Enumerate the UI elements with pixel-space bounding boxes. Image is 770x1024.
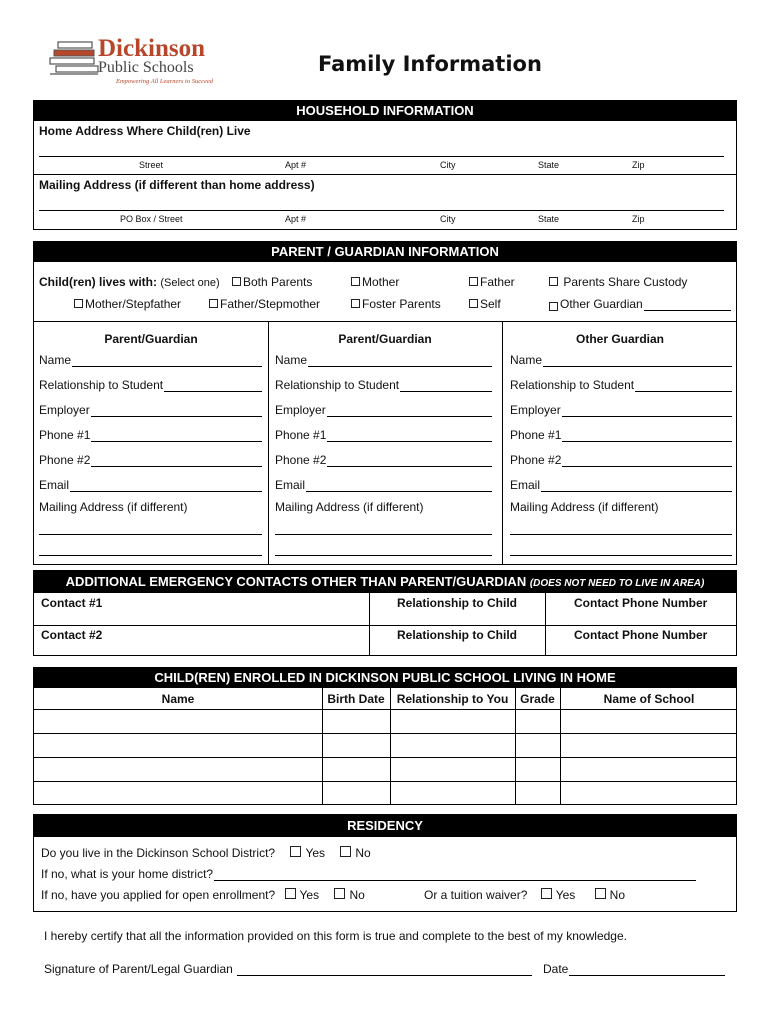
children-row-1[interactable] — [34, 710, 736, 733]
signature-field[interactable]: Signature of Parent/Legal Guardian — [44, 962, 532, 976]
emergency-header-note: (DOES NOT NEED TO LIVE IN AREA) — [529, 578, 705, 589]
checkbox-icon[interactable] — [334, 888, 345, 899]
option-mother-stepfather[interactable]: Mother/Stepfather — [74, 297, 181, 311]
col-3-name[interactable]: Name — [510, 353, 732, 367]
page-title: Family Information — [318, 52, 542, 76]
date-input[interactable] — [569, 964, 725, 976]
contact-2-relationship-label: Relationship to Child — [397, 628, 517, 642]
option-mother[interactable]: Mother — [351, 275, 399, 289]
col-2-employer[interactable]: Employer — [275, 403, 492, 417]
name-input[interactable] — [72, 355, 262, 367]
home-street-label: Street — [139, 160, 164, 170]
children-row-4[interactable] — [34, 782, 736, 805]
employer-input[interactable] — [562, 405, 732, 417]
col-1-employer[interactable]: Employer — [39, 403, 262, 417]
logo — [48, 36, 238, 88]
col-3-relationship[interactable]: Relationship to Student — [510, 378, 732, 392]
children-col-relationship: Relationship to You — [396, 692, 509, 706]
home-zip-label: Zip — [632, 160, 645, 170]
col-3-email[interactable]: Email — [510, 478, 732, 492]
option-father[interactable]: Father — [469, 275, 515, 289]
checkbox-icon[interactable] — [541, 888, 552, 899]
parent-col-2 — [268, 322, 502, 566]
mailing-address-input[interactable] — [39, 210, 724, 211]
checkbox-icon[interactable] — [209, 299, 218, 308]
date-field[interactable]: Date — [543, 962, 725, 976]
col-2-phone1[interactable]: Phone #1 — [275, 428, 492, 442]
relationship-input[interactable] — [164, 380, 262, 392]
option-share-custody[interactable]: Parents Share Custody — [549, 275, 687, 289]
contact-2-phone-label: Contact Phone Number — [574, 628, 708, 642]
phone2-input[interactable] — [91, 455, 262, 467]
residency-header: RESIDENCY — [34, 815, 736, 837]
col-3-employer[interactable]: Employer — [510, 403, 732, 417]
checkbox-icon[interactable] — [595, 888, 606, 899]
col-1-email[interactable]: Email — [39, 478, 262, 492]
col-1-title: Parent/Guardian — [104, 332, 198, 346]
contact-1-phone-label: Contact Phone Number — [574, 596, 708, 610]
logo-tagline: Empowering All Learners to Succeed — [116, 78, 214, 85]
phone1-input[interactable] — [562, 430, 732, 442]
q4-no-option[interactable]: No — [595, 888, 625, 902]
parent-section — [33, 241, 737, 565]
col-1-phone1[interactable]: Phone #1 — [39, 428, 262, 442]
children-section — [33, 667, 737, 805]
col-1-mailing-line1[interactable] — [39, 534, 262, 535]
q3-yes-option[interactable]: Yes — [285, 888, 320, 902]
checkbox-icon[interactable] — [232, 277, 241, 286]
q1-no-option[interactable]: No — [340, 846, 370, 860]
parent-header: PARENT / GUARDIAN INFORMATION — [34, 242, 736, 262]
children-col-birthdate: Birth Date — [327, 692, 385, 706]
children-col-school: Name of School — [603, 692, 695, 706]
lives-with-text: Child(ren) lives with: — [39, 275, 158, 289]
home-address-input[interactable] — [39, 156, 724, 157]
certification-text: I hereby certify that all the information provided on this form is true and complete to the best of my knowledge. — [44, 929, 627, 943]
emergency-header-text: ADDITIONAL EMERGENCY CONTACTS OTHER THAN PARENT/GUARDIAN — [65, 574, 527, 589]
mailing-state-label: State — [538, 214, 560, 224]
q4-yes-option[interactable]: Yes — [541, 888, 576, 902]
residency-section — [33, 814, 737, 912]
col-2-title: Parent/Guardian — [338, 332, 432, 346]
col-2-mailing-label: Mailing Address (if different) — [275, 500, 424, 514]
checkbox-icon[interactable] — [285, 888, 296, 899]
email-input[interactable] — [306, 480, 492, 492]
phone2-input[interactable] — [562, 455, 732, 467]
contact-2-label: Contact #2 — [41, 628, 103, 642]
select-one-note: (Select one) — [160, 277, 220, 289]
home-address-label: Home Address Where Child(ren) Live — [39, 124, 251, 138]
phone2-input[interactable] — [327, 455, 492, 467]
household-header: HOUSEHOLD INFORMATION — [34, 101, 736, 121]
checkbox-icon[interactable] — [290, 846, 301, 857]
q3-no-option[interactable]: No — [334, 888, 364, 902]
col-3-phone2[interactable]: Phone #2 — [510, 453, 732, 467]
home-state-label: State — [538, 160, 560, 170]
mailing-street-label: PO Box / Street — [120, 214, 183, 224]
checkbox-icon[interactable] — [74, 299, 83, 308]
phone1-input[interactable] — [327, 430, 492, 442]
checkbox-icon[interactable] — [469, 299, 478, 308]
col-2-name[interactable]: Name — [275, 353, 492, 367]
email-input[interactable] — [541, 480, 732, 492]
col-2-email[interactable]: Email — [275, 478, 492, 492]
checkbox-icon[interactable] — [549, 302, 558, 311]
option-father-stepmother[interactable]: Father/Stepmother — [209, 297, 320, 311]
employer-input[interactable] — [327, 405, 492, 417]
mailing-apt-label: Apt # — [285, 214, 307, 224]
col-1-mailing-line2[interactable] — [39, 555, 262, 556]
children-header: CHILD(REN) ENROLLED IN DICKINSON PUBLIC SCHOOL LIVING IN HOME — [34, 668, 736, 688]
contact-1-label: Contact #1 — [41, 596, 103, 610]
option-other-guardian[interactable]: Other Guardian — [549, 297, 731, 311]
phone1-input[interactable] — [91, 430, 262, 442]
col-3-mailing-label: Mailing Address (if different) — [510, 500, 659, 514]
children-col-name: Name — [161, 692, 195, 706]
name-input[interactable] — [543, 355, 732, 367]
col-2-phone2[interactable]: Phone #2 — [275, 453, 492, 467]
email-input[interactable] — [70, 480, 262, 492]
home-district-input[interactable] — [214, 869, 696, 881]
checkbox-icon[interactable] — [340, 846, 351, 857]
lives-with-label — [39, 275, 220, 289]
col-1-mailing-label: Mailing Address (if different) — [39, 500, 188, 514]
children-row-3[interactable] — [34, 758, 736, 781]
col-1-relationship[interactable]: Relationship to Student — [39, 378, 262, 392]
children-col-grade: Grade — [520, 692, 555, 706]
mailing-zip-label: Zip — [632, 214, 645, 224]
col-2-mailing-line2[interactable] — [275, 555, 492, 556]
residency-q3: If no, have you applied for open enrollment? Yes No — [41, 888, 365, 902]
parent-col-1 — [34, 322, 268, 566]
logo-line2: Public Schools — [98, 59, 194, 76]
mailing-city-label: City — [440, 214, 456, 224]
q1-yes-option[interactable]: Yes — [290, 846, 325, 860]
col-2-relationship[interactable]: Relationship to Student — [275, 378, 492, 392]
col-2-mailing-line1[interactable] — [275, 534, 492, 535]
col-3-mailing-line1[interactable] — [510, 534, 732, 535]
checkbox-icon[interactable] — [351, 277, 360, 286]
logo-line1: Dickinson — [98, 35, 205, 62]
parent-col-3 — [502, 322, 738, 566]
col-3-title: Other Guardian — [575, 332, 664, 346]
books-logo-icon — [48, 40, 100, 78]
option-both-parents[interactable]: Both Parents — [232, 275, 312, 289]
col-3-phone1[interactable]: Phone #1 — [510, 428, 732, 442]
emergency-section — [33, 570, 737, 656]
relationship-input[interactable] — [400, 380, 492, 392]
contact-1-relationship-label: Relationship to Child — [397, 596, 517, 610]
col-1-name[interactable]: Name — [39, 353, 262, 367]
checkbox-icon[interactable] — [351, 299, 360, 308]
home-apt-label: Apt # — [285, 160, 307, 170]
residency-q2[interactable]: If no, what is your home district? — [41, 867, 696, 881]
col-1-phone2[interactable]: Phone #2 — [39, 453, 262, 467]
home-city-label: City — [440, 160, 456, 170]
other-guardian-input[interactable] — [644, 299, 731, 311]
checkbox-icon[interactable] — [469, 277, 478, 286]
children-row-2[interactable] — [34, 734, 736, 757]
checkbox-icon[interactable] — [549, 277, 558, 286]
relationship-input[interactable] — [635, 380, 732, 392]
col-3-mailing-line2[interactable] — [510, 555, 732, 556]
option-self[interactable]: Self — [469, 297, 501, 311]
residency-q1: Do you live in the Dickinson School District? Yes No — [41, 846, 371, 860]
employer-input[interactable] — [91, 405, 262, 417]
signature-input[interactable] — [237, 964, 532, 976]
emergency-header — [34, 571, 736, 593]
option-foster-parents[interactable]: Foster Parents — [351, 297, 441, 311]
mailing-address-label: Mailing Address (if different than home address) — [39, 178, 315, 192]
name-input[interactable] — [308, 355, 492, 367]
household-section — [33, 100, 737, 230]
residency-q4: Or a tuition waiver? Yes No — [424, 888, 625, 902]
